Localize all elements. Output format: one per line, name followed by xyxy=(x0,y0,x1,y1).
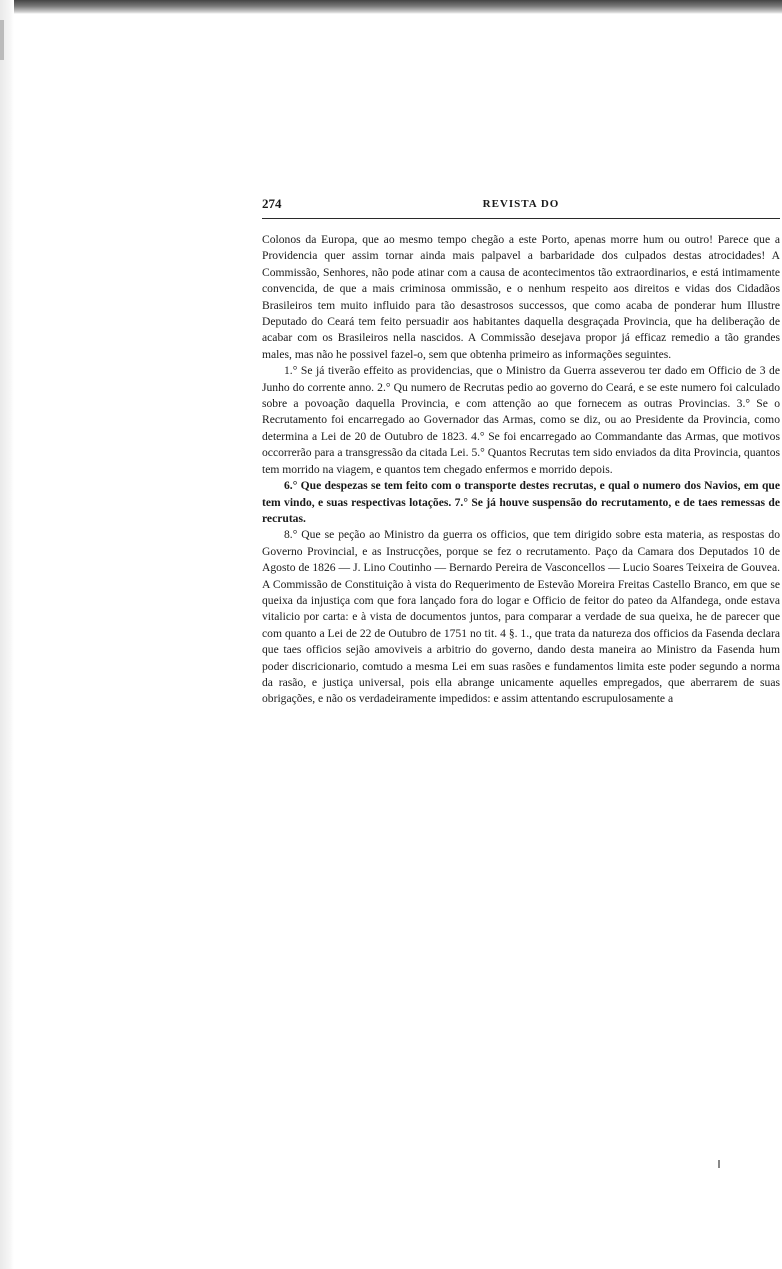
paragraph-4: 8.° Que se peção ao Ministro da guerra os officios, que tem dirigido sobre esta materia, as respostas do Governo Provincial, e as Instrucções, porque se fez o recrutamento. Paço da Camara dos Deputados 10 de Agosto de 1826 — J. Lino Coutinho — Bernardo Pereira de Vasconcellos — Lucio Soares Teixeira de Gouvea. A Commissão de Constituição à vista do Requerimento de Estevão Moreira Freitas Castello Branco, em que se queixa da injustiça com que fora lançado fora do logar e Officio de feitor do pateo da Alfandega, onde estava vitalicio por carta: e à vista de documentos juntos, para comparar a verdade de sua queixa, he de parecer que com quanto a Lei de 22 de Outubro de 1751 no tit. 4 §. 1., que trata da natureza dos officios da Fasenda declara que taes officios sejão amoviveis a arbitrio do governo, dando desta maneira ao Ministro da Fasenda hum poder discricionario, comtudo a mesma Lei em suas rasões e fundamentos limita este poder segundo a norma da rasão, e justiça universal, pois ella abrange unicamente aquelles empregados, que aberrarem de suas obrigações, e não os verdadeiramente impedidos: e assim attentando escrupulosamente a xyxy=(262,528,780,706)
scan-top-edge xyxy=(0,0,782,14)
scan-speck xyxy=(718,1160,720,1168)
scan-left-edge xyxy=(0,0,14,1269)
scan-binding-mark xyxy=(0,20,4,60)
page-header xyxy=(262,196,780,218)
paragraph-3: 6.° Que despezas se tem feito com o transporte destes recrutas, e qual o numero dos Navios, em que tem vindo, e suas respectivas lotações. 7.° Se já houve suspensão do recrutamento, e de taes remessas de recrutas. xyxy=(262,479,780,525)
body-text xyxy=(262,232,780,708)
book-page xyxy=(262,196,780,708)
running-title: REVISTA DO xyxy=(482,198,560,210)
paragraph-2: 1.° Se já tiverão effeito as providencias, que o Ministro da Guerra asseverou ter dado em Officio de 3 de Junho do corrente anno. 2.° Qu numero de Recrutas pedio ao governo do Ceará, e se este numero foi calculado sobre a povoação daquella Provincia, e com attenção ao que fornecem as outras Provincias. 3.° Se o Recrutamento foi encarregado ao Governador das Armas, como se diz, ou ao Presidente da Provincia, como determina a Lei de 20 de Outubro de 1823. 4.° Se foi encarregado ao Commandante das Armas, que motivos occorrerão para a transgressão da citada Lei. 5.° Quantos Recrutas tem sido enviados da dita Provincia, quantos tem morrido na viagem, e quantos tem chegado enfermos e morrido depois. xyxy=(262,364,780,476)
header-rule xyxy=(262,218,780,219)
page-number: 274 xyxy=(262,196,282,211)
paragraph-1: Colonos da Europa, que ao mesmo tempo chegão a este Porto, apenas morre hum ou outro! Parece que a Providencia quer assim tornar ainda mais palpavel a barbaridade dos culpados destas atrocidades! A Commissão, Senhores, não pode atinar com a causa de acontecimentos tão extraordinarios, e está intimamente convencida, de que a mais criminosa ommissão, e o nenhum respeito aos direitos e vidas dos Cidadãos Brasileiros tem muito influido para tão desastrosos successos, que como acaba de ponderar hum Illustre Deputado do Ceará tem feito persuadir aos habitantes daquella desgraçada Provincia, que ha deliberação de acabar com os Brasileiros nella nascidos. A Commissão desejava propor já efficaz remedio a tão grandes males, mas não he possivel fazel-o, sem que obtenha primeiro as informações seguintes. xyxy=(262,233,780,361)
